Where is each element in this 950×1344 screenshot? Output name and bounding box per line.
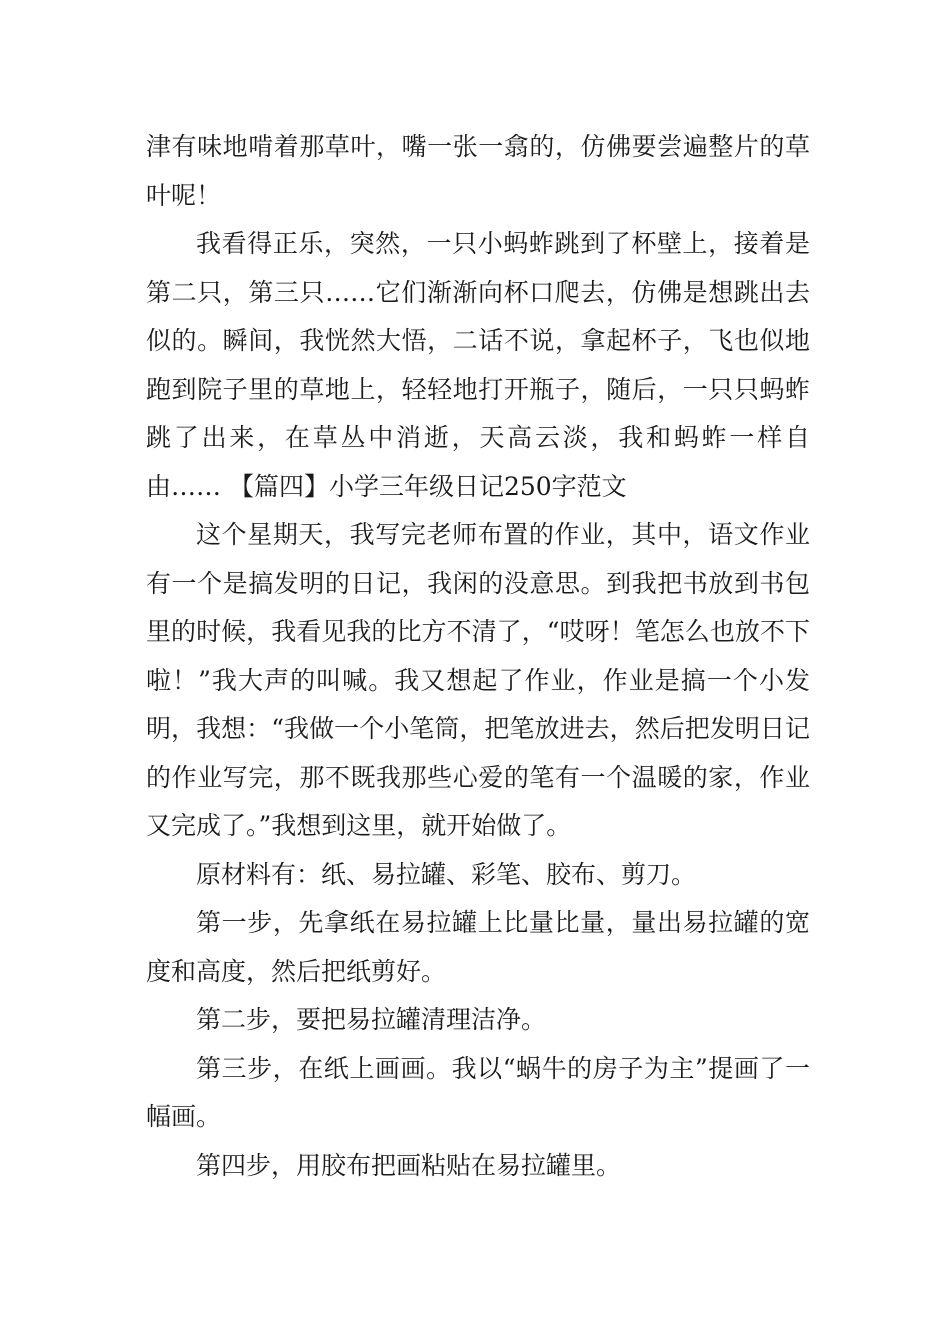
document-body xyxy=(146,123,810,1190)
paragraph-materials: 原材料有：纸、易拉罐、彩笔、胶布、剪刀。 xyxy=(196,859,697,889)
paragraph-step-four: 第四步，用胶布把画粘贴在易拉罐里。 xyxy=(196,1150,622,1180)
paragraph-step-one: 第一步，先拿纸在易拉罐上比量比量，量出易拉罐的宽度和高度，然后把纸剪好。 xyxy=(146,908,810,986)
paragraph-continuation: 津有味地啃着那草叶，嘴一张一翕的，仿佛要尝遍整片的草叶呢！ xyxy=(146,132,810,210)
paragraph-step-three: 第三步，在纸上画画。我以“蜗牛的房子为主”提画了一幅画。 xyxy=(146,1053,810,1131)
paragraph-grasshoppers-escape: 我看得正乐，突然，一只小蚂蚱跳到了杯壁上，接着是第二只，第三只……它们渐渐向杯口爬去，仿佛是想跳出去似的。瞬间，我恍然大悟，二话不说，拿起杯子，飞也似地跑到院子里的草地上，轻轻地打开瓶子，随后，一只只蚂蚱跳了出来，在草丛中消逝，天高云淡，我和蚂蚱一样自由…… 【篇四】小学三年级日记250字范文 xyxy=(146,229,810,501)
paragraph-sunday-invention: 这个星期天，我写完老师布置的作业，其中，语文作业有一个是搞发明的日记，我闲的没意思。到我把书放到书包里的时候，我看见我的比方不清了，“哎呀！笔怎么也放不下啦！”我大声的叫喊。我又想起了作业，作业是搞一个小发明，我想：“我做一个小笔筒，把笔放进去，然后把发明日记的作业写完，那不既我那些心爱的笔有一个温暖的家，作业又完成了。”我想到这里，就开始做了。 xyxy=(146,520,810,840)
paragraph-step-two: 第二步，要把易拉罐清理洁净。 xyxy=(196,1005,547,1034)
